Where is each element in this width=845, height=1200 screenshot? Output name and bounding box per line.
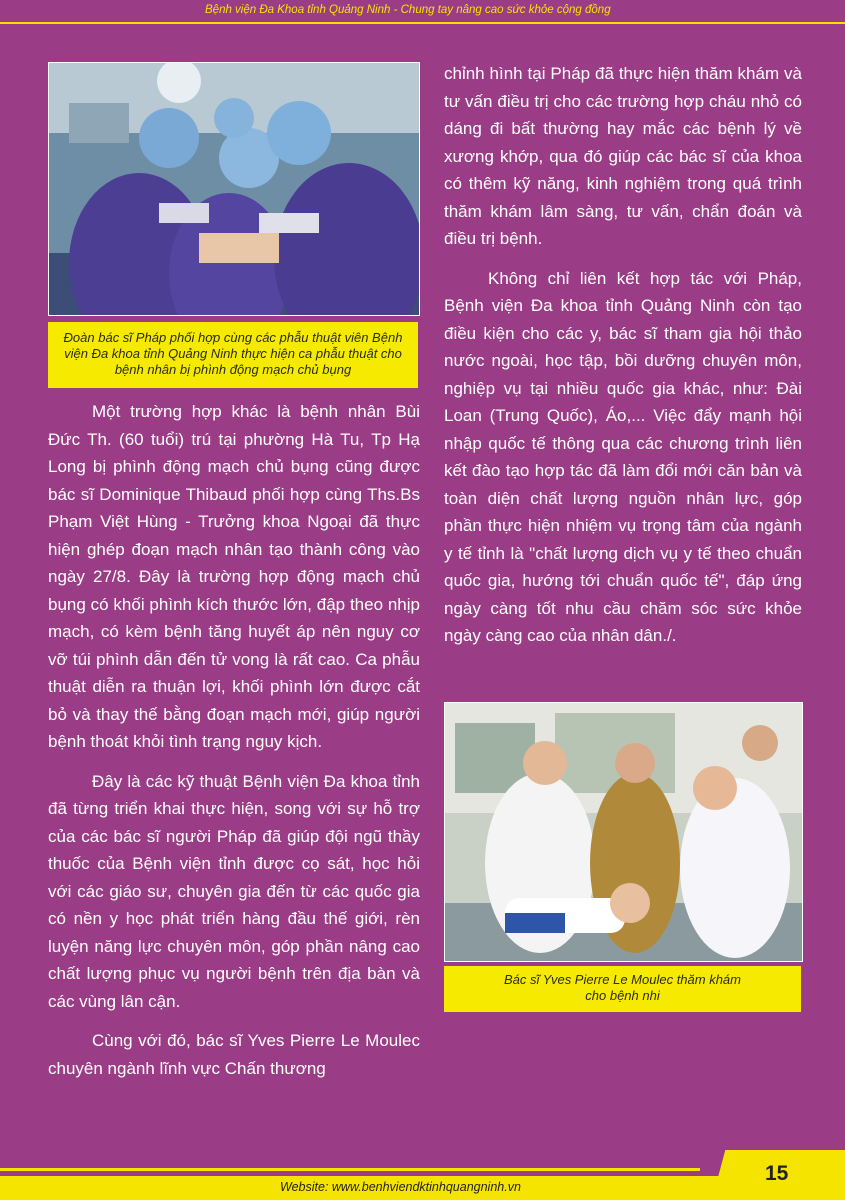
surgery-photo-caption: Đoàn bác sĩ Pháp phối hợp cùng các phẫu thuật viên Bệnh viện Đa khoa tỉnh Quảng Ninh thực hiện ca phẫu thuật cho bệnh nhân bị phình động mạch chủ bụng xyxy=(48,322,418,388)
surgery-photo-illustration xyxy=(49,63,419,315)
pediatric-exam-caption-line2: cho bệnh nhi xyxy=(585,988,660,1003)
pediatric-exam-photo xyxy=(444,702,803,962)
header-tagline: Bệnh viện Đa Khoa tỉnh Quảng Ninh - Chung tay nâng cao sức khỏe cộng đồng xyxy=(205,4,611,16)
surgery-photo xyxy=(48,62,420,316)
article-paragraph: Một trường hợp khác là bệnh nhân Bùi Đức Th. (60 tuổi) trú tại phường Hà Tu, Tp Hạ Long bị phình động mạch chủ bụng cũng được bác sĩ Dominique Thibaud phối hợp cùng Ths.Bs Phạm Việt Hùng - Trưởng khoa Ngoại đã thực hiện ghép đoạn mạch nhân tạo thành công vào ngày 27/8. Đây là trường hợp động mạch chủ bụng có khối phình kích thước lớn, đập theo nhịp mạch, có kèm bệnh tăng huyết áp nên nguy cơ vỡ túi phình dẫn đến tử vong là rất cao. Ca phẫu thuật diễn ra thuận lợi, khối phình lớn được cắt bỏ và thay thế bằng đoạn mạch mới, giúp người bệnh thoát khỏi tình trạng nguy kịch. xyxy=(48,402,420,751)
page-number: 15 xyxy=(765,1162,789,1185)
article-paragraph: Cùng với đó, bác sĩ Yves Pierre Le Moulec chuyên ngành lĩnh vực Chấn thương xyxy=(48,1031,420,1078)
pediatric-exam-photo-illustration xyxy=(445,703,802,961)
article-left-column xyxy=(48,398,420,1094)
article-right-column xyxy=(444,60,802,662)
pediatric-exam-caption xyxy=(444,966,801,1012)
pediatric-exam-caption-line1: Bác sĩ Yves Pierre Le Moulec thăm khám xyxy=(504,972,741,987)
article-paragraph: Đây là các kỹ thuật Bệnh viện Đa khoa tỉnh đã từng triển khai thực hiện, song với sự hỗ trợ của các bác sĩ người Pháp đã giúp đội ngũ thầy thuốc của Bệnh viện tỉnh được cọ sát, học hỏi với các giáo sư, chuyên gia đến từ các quốc gia có nền y học phát triển hàng đầu thế giới, rèn luyện năng lực chuyên môn, góp phần nâng cao chất lượng phục vụ người bệnh trên địa bàn và các vùng lân cận. xyxy=(48,771,420,1011)
article-paragraph: chỉnh hình tại Pháp đã thực hiện thăm khám và tư vấn điều trị cho các trường hợp cháu nhỏ có dáng đi bất thường hay mắc các bệnh lý về xương khớp, qua đó giúp các bác sĩ của khoa có thêm kỹ năng, kinh nghiệm trong quá trình thăm khám lâm sàng, tư vấn, chẩn đoán và điều trị bệnh. xyxy=(444,64,802,248)
footer-website[interactable]: Website: www.benhviendktinhquangninh.vn xyxy=(280,1180,521,1194)
header-bar xyxy=(0,0,845,24)
footer-stripe xyxy=(0,1168,700,1171)
article-paragraph: Không chỉ liên kết hợp tác với Pháp, Bệnh viện Đa khoa tỉnh Quảng Ninh còn tạo điều kiện cho các y, bác sĩ tham gia hội thảo nước ngoài, học tập, bồi dưỡng chuyên môn, nghiệp vụ tại nhiều quốc gia khác, như: Đài Loan (Trung Quốc), Áo,... Việc đẩy mạnh hội nhập quốc tế thông qua các chương trình liên kết đào tạo hợp tác đã làm đổi mới căn bản và toàn diện chất lượng nguồn nhân lực, góp phần thực hiện nhiệm vụ trọng tâm của ngành y tế tỉnh là "chất lượng dịch vụ y tế theo chuẩn quốc gia, hướng tới chuẩn quốc tế", đáp ứng ngày càng tốt nhu cầu chăm sóc sức khỏe ngày càng cao của nhân dân./. xyxy=(444,268,802,645)
